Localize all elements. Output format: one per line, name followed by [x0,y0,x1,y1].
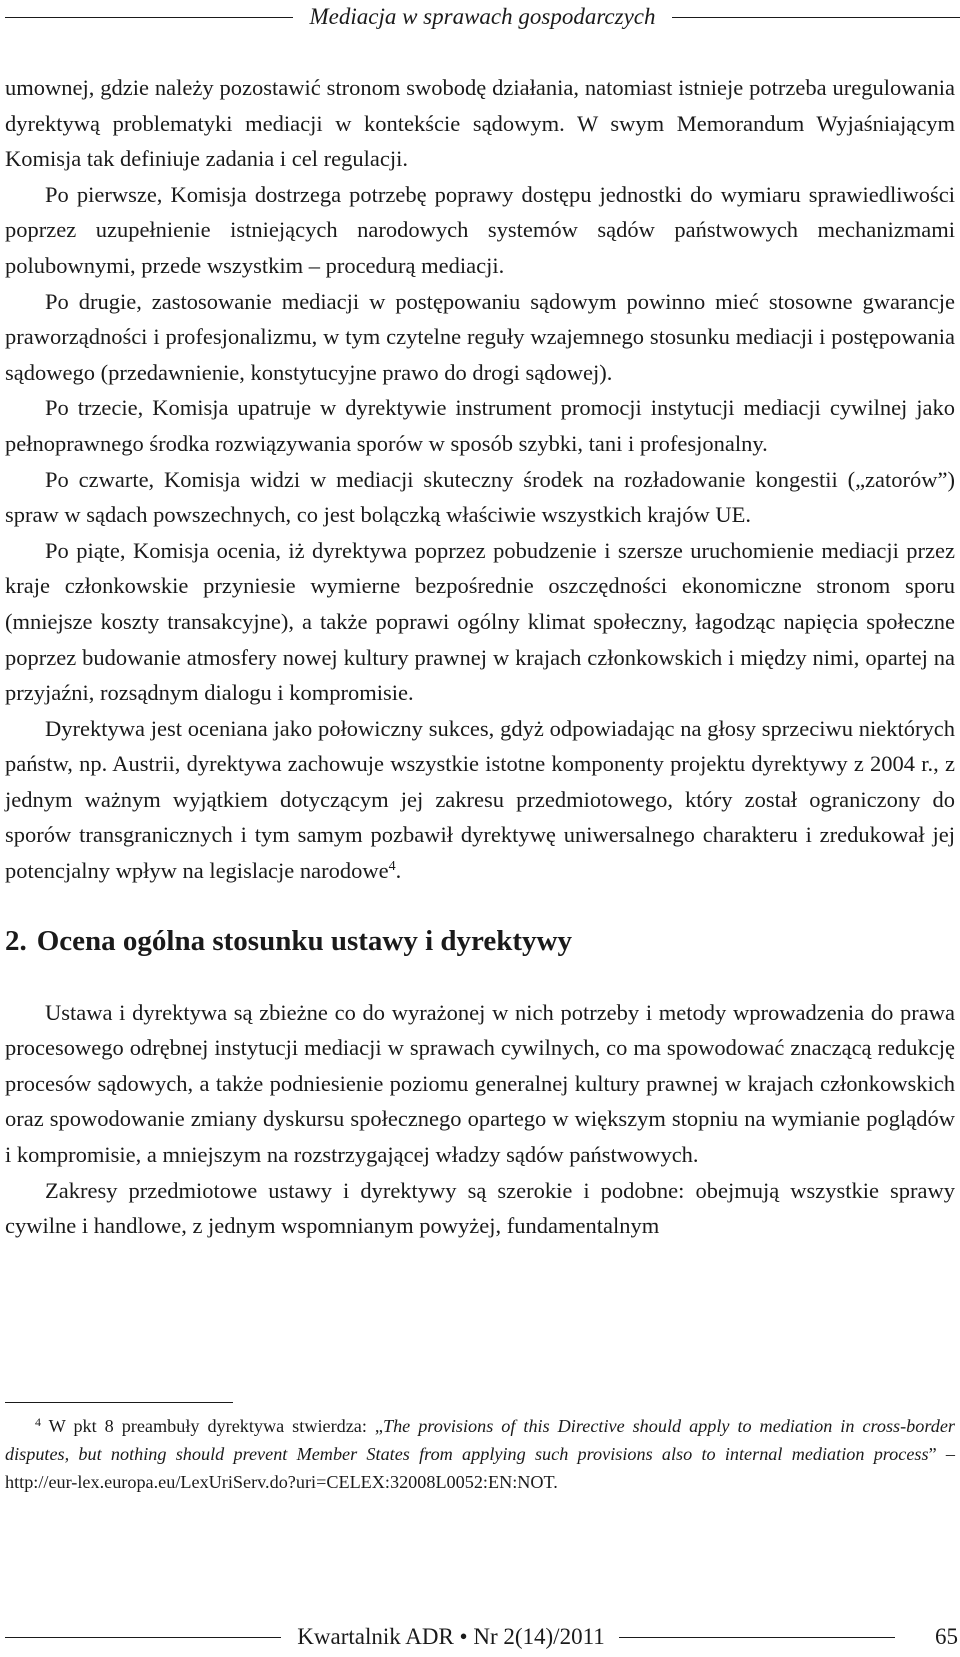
footnote-dash: – [936,1444,956,1464]
footnote [5,1412,955,1496]
paragraph: Po piąte, Komisja ocenia, iż dyrektywa poprzez pobudzenie i szersze uruchomienie mediacji przez kraje członkowskie przyniesie wymierne bezpośrednie oszczędności ekonomiczne stronom sporu (mniejsze koszty transakcyjne), a także poprawi ogólny klimat społeczny, łagodząc napięcia społeczne poprzez budowanie atmosfery nowej kultury prawnej w krajach członkowskich i między nimi, opartej na przyjaźni, rozsądnym dialogu i kompromisie. [5,537,955,706]
header-rule-right [672,17,960,18]
paragraph: umownej, gdzie należy pozostawić stronom swobodę działania, natomiast istnieje potrzeba uregulowania dyrektywą problematyki mediacji w kontekście sądowym. W swym Memorandum Wyjaśniającym Komisja tak definiuje zadania i cel regulacji. [5,75,955,172]
footnote-lead: W pkt 8 preambuły dyrektywa stwierdza: „ [48,1416,383,1436]
section-number: 2. [5,924,27,957]
running-header-title: Mediacja w sprawach gospodarczych [309,4,656,29]
paragraph: Po drugie, zastosowanie mediacji w postępowaniu sądowym powinno mieć stosowne gwarancje praworządności i profesjonalizmu, w tym czytelne reguły wzajemnego stosunku mediacji i postępowania sądowego (przedawnienie, konstytucyjne prawo do drogi sądowej). [5,288,955,385]
paragraph: Po czwarte, Komisja widzi w mediacji skuteczny środek na rozładowanie kongestii („zatorów”) spraw w sądach powszechnych, co jest bolączką właściwie wszystkich krajów UE. [5,466,955,528]
journal-name: Kwartalnik ADR • Nr 2(14)/2011 [297,1624,605,1649]
body-text [5,70,955,1244]
running-footer [5,1620,960,1654]
footnote-quote: The provisions of this Directive should apply to mediation in cross-border disputes, but nothing should prevent Member States from applying such provisions also to internal mediation process [5,1416,955,1464]
paragraph [5,711,955,889]
footnote-text [5,1412,955,1496]
paragraph: Po pierwsze, Komisja dostrzega potrzebę poprawy dostępu jednostki do wymiaru sprawiedliwości poprzez uzupełnienie istniejących narodowych systemów sądów państwowych mechanizmami polubownymi, przede wszystkim – procedurą mediacji. [5,181,955,278]
paragraph-text: Dyrektywa jest oceniana jako połowiczny sukces, gdyż odpowiadając na głosy sprzeciwu niektórych państw, np. Austrii, dyrektywa zachowuje wszystkie istotne komponenty projektu dyrektywy z 2004 r., z jednym ważnym wyjątkiem dotyczącym jej zakresu przedmiotowego, który został ograniczony do sporów transgranicznych i tym samym pozbawił dyrektywę uniwersalnego charakteru i zredukował jej potencjalny wpływ na legislacje narodowe [5,715,955,884]
header-rule-left [5,17,293,18]
paragraph: Zakresy przedmiotowe ustawy i dyrektywy są szerokie i podobne: obejmują wszystkie sprawy cywilne i handlowe, z jednym wspomnianym powyżej, fundamentalnym [5,1177,955,1239]
footnote-marker: 4 [35,1415,41,1429]
paragraph: Ustawa i dyrektywa są zbieżne co do wyrażonej w nich potrzeby i metody wprowadzenia do prawa procesowego odrębnej instytucji mediacji w sprawach cywilnych, co ma spowodować znaczącą redukcję procesów sądowych, a także podniesienie poziomu generalnej kultury prawnej w krajach członkowskich oraz spowodowanie zmiany dyskursu społecznego opartego w większym stopniu na wymianie poglądów i kompromisie, a mniejszym na rozstrzygającej władzy sądów państwowych. [5,999,955,1168]
paragraph-end-punctuation: . [395,858,402,884]
footnote-quote-close: ” [928,1444,937,1464]
running-header [5,0,960,34]
paragraph: Po trzecie, Komisja upatruje w dyrektywie instrument promocji instytucji mediacji cywilnej jako pełnoprawnego środka rozwiązywania sporów w sposób szybki, tani i profesjonalny. [5,395,955,456]
footer-rule-left [5,1637,281,1638]
footnote-rule [5,1402,233,1403]
page-number: 65 [935,1624,958,1649]
footnote-url-link[interactable]: http://eur-lex.europa.eu/LexUriServ.do?uri=CELEX:32008L0052:EN:NOT. [5,1472,558,1492]
section-heading [5,923,955,959]
footer-rule-right [619,1637,895,1638]
footnote-reference[interactable]: 4 [388,859,396,875]
section-title: Ocena ogólna stosunku ustawy i dyrektywy [36,924,573,957]
